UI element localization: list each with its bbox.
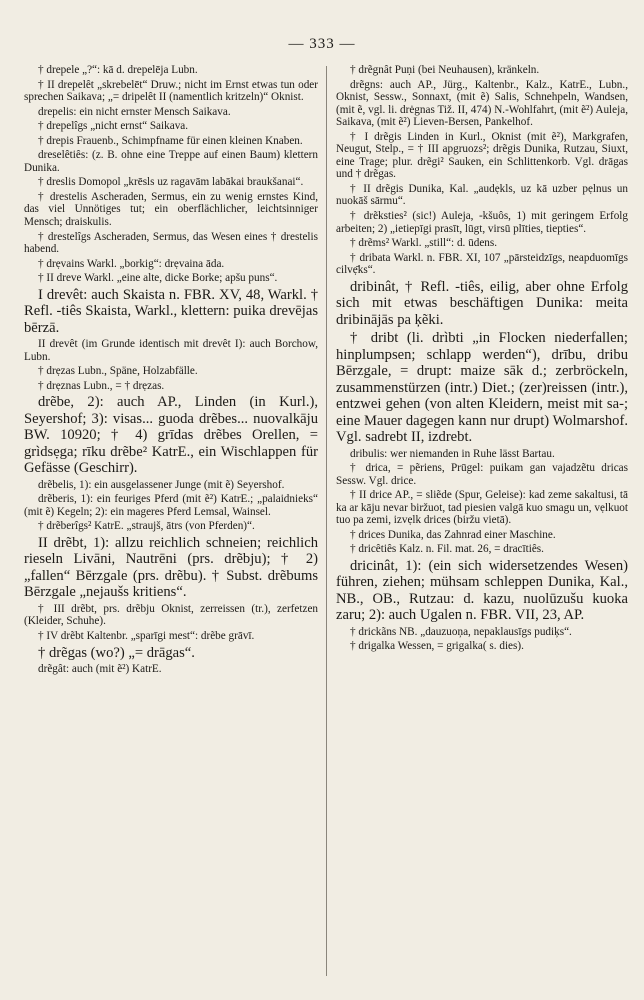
dictionary-entry: † I drẽgis Linden in Kurl., Oknist (mit ẽ²), Markgrafen, Neugut, Stelp., = † III apgruozs²; drẽgis Dunika, Rutzau, Siuxt, eine Trage; plur. drẽgi² Sauken, ein Schlittenkorb. Vgl. drāgas und † drẽgas. — [336, 130, 628, 181]
dictionary-entry: drẽbelis, 1): ein ausgelassener Junge (mit ẽ) Seyershof. — [38, 478, 285, 491]
dictionary-entry: † drẹvains Warkl. „borkig“: drẹvaina āda. — [38, 257, 225, 270]
right-column — [332, 64, 628, 984]
dictionary-entry: † drigalka Wessen, = grigalka( s. dies). — [350, 640, 524, 653]
dictionary-entry: II drẽbt, 1): allzu reichlich schneien; reichlich rieseln Livāni, Nautrēni (prs. drẽbju); † 2) „fallen“ Bērzgale (prs. drẽbu). † Subst. drẽbums Bērzgale „nejaušs kritiens“. — [24, 535, 318, 601]
dictionary-entry: dribinât, † Refl. -tiês, eilig, aber ohne Erfolg sich mit etwas beschäftigen Dunika: meita dribinājās pa ķẽki. — [336, 278, 628, 328]
dictionary-entry: dricinât, 1): (ein sich widersetzendes Wesen) führen, ziehen; mühsam schleppen Dunika, Kal., NB., OB., Rutzau: d. kazu, nuolūzušu kuoka zaru; 2): auch Ugalen n. FBR. VII, 23, AP. — [336, 557, 628, 624]
dictionary-entry: dribulis: wer niemanden in Ruhe lässt Bartau. — [350, 447, 555, 460]
dictionary-entry: † drẽgnât Puṇi (bei Neuhausen), kränkeln. — [350, 64, 540, 76]
dictionary-entry: † II drepelêt „skrebelēt“ Druw.; nicht im Ernst etwas tun oder sprechen Saikava; „= dripelêt II (namentlich kritzeln)“ Oknist. — [24, 78, 318, 104]
dictionary-entry: drẽberis, 1): ein feuriges Pferd (mit ẽ²) KatrE.; „palaidnieks“ (mit ẽ) Kegeln; 2): ein mageres Pferd Lemsal, Wainsel. — [24, 493, 318, 518]
dictionary-entry: † drẽms² Warkl. „still“: d. ūdens. — [350, 237, 498, 250]
dictionary-entry: † IV drẽbt Kaltenbr. „sparīgi mest“: drẽbe grāvī. — [38, 630, 255, 643]
dictionary-entry: † III drẽbt, prs. drẽbju Oknist, zerreissen (tr.), zerfetzen (Kleider, Schuhe). — [24, 602, 318, 628]
dictionary-entry: † dreslis Domopol „krēsls uz ragavām labākai braukšanai“. — [38, 176, 304, 189]
dictionary-entry: † drestelis Ascheraden, Sermus, ein zu wenig ernstes Kind, das viel Unnötiges tut; ein oberflächlicher, leichtsinniger Mensch; draiskulis. — [24, 190, 318, 229]
dictionary-entry: † drepelîgs „nicht ernst“ Saikava. — [38, 120, 189, 133]
dictionary-entry: drepelis: ein nicht ernster Mensch Saikava. — [38, 105, 231, 118]
dictionary-entry: † II dreve Warkl. „eine alte, dicke Borke; apšu puns“. — [38, 272, 278, 285]
dictionary-entry: I drevêt: auch Skaista n. FBR. XV, 48, Warkl. † Refl. -tiês Skaista, Warkl., klettern: puika drevējas bērzā. — [24, 286, 318, 336]
dictionary-entry: drẽbe, 2): auch AP., Linden (in Kurl.), Seyershof; 3): visas... guoda drẽbes... nuovalkāju BW. 10920; † 4) grīdas drẽbes Orellen, = grìdsẹga; rīku drẽbe² KatrE., ein Wischlappen für Gefässe (Geschirr). — [24, 394, 318, 477]
dictionary-entry: † drepele „?“: kā d. drepelēja Lubn. — [38, 64, 198, 76]
dictionary-entry: † drẽksties² (sic!) Auleja, -kšuôs, 1) mit geringem Erfolg arbeiten; 2) „ietiepīgi prasīt, lūgt, virsū plīties, tiepties“. — [336, 210, 628, 235]
dictionary-entry: † II drẽgis Dunika, Kal. „audẹkls, uz kā uzber pẹlnus un nuokāš sārmu“. — [336, 182, 628, 208]
dictionary-entry: drẽgns: auch AP., Jürg., Kaltenbr., Kalz., KatrE., Lubn., Oknist, Sessw., Sonnaxt, (mit ẽ) Salis, Schnehpeln, Wandsen, (mit ẽ, vgl. li. drėgnas Tiž. II, 474) N.-Wohlfahrt, (mit ẽ²) Auleja, Saikava, (mit ẽ²) Lieven-Bersen, Pankelhof. — [336, 78, 628, 129]
dictionary-entry: II drevêt (im Grunde identisch mit drevêt I): auch Borchow, Lubn. — [24, 338, 318, 363]
dictionary-entry: drẽgât: auch (mit ẽ²) KatrE. — [38, 663, 162, 676]
page-number: — 333 — — [288, 36, 356, 52]
dictionary-entry: † dribt (li. drìbti „in Flocken niederfallen; hinplumpsen; schlapp werden“), drību, dribu Bērzgale, = drupt: maize sāk d.; zerbröckeln, zusammenstürzen (intr.) Diet.; (zer)reissen (intr.), entzwei gehen (von alten Kleidern, meist mit sa-; eine Mauer dagegen kann nur drupt) Wolmarshof. Vgl. sadrebt II, izdrebt. — [336, 330, 628, 446]
dictionary-entry: † drepis Frauenb., Schimpfname für einen kleinen Knaben. — [38, 134, 303, 147]
dictionary-entry: † drẹzas Lubn., Späne, Holzabfälle. — [38, 365, 198, 378]
column-divider — [326, 66, 327, 976]
dictionary-entry: † drẽgas (wo?) „= drāgas“. — [38, 644, 195, 661]
dictionary-entry: † drica, = pẽriens, Prūgel: puikam gan vajadzẽtu dricas Sessw. Vgl. drice. — [336, 462, 628, 487]
dictionary-entry: † II drice AP., = sliẽde (Spur, Geleise): kad zeme sakaltusi, tā ka ar kāju nevar biržuot, tad piesien valgā kuo smagu un, vẹlkuot tuo pa zemi, izvẹlk drices (biržu vietā). — [336, 489, 628, 527]
dictionary-entry: † drickãns NB. „dauzuoņa, nepaklausīgs pudiķs“. — [350, 625, 572, 638]
dictionary-entry: dreselêtiês: (z. B. ohne eine Treppe auf einen Baum) klettern Dunika. — [24, 149, 318, 174]
dictionary-entry: † drices Dunika, das Zahnrad einer Maschine. — [350, 528, 556, 541]
dictionary-entry: † drẽberîgs² KatrE. „straujš, ātrs (von Pferden)“. — [38, 520, 255, 533]
dictionary-entry: † drẹznas Lubn., = † drẹzas. — [38, 379, 165, 392]
dictionary-entry: † dribata Warkl. n. FBR. XI, 107 „pārsteidzīgs, neapduomīgs cilvẹ̄ks“. — [336, 251, 628, 277]
dictionary-entry: † dricêtiês Kalz. n. Fil. mat. 26, = dracītiês. — [350, 543, 544, 556]
dictionary-entry: † drestelîgs Ascheraden, Sermus, das Wesen eines † drestelis habend. — [24, 230, 318, 256]
left-column — [24, 64, 322, 984]
